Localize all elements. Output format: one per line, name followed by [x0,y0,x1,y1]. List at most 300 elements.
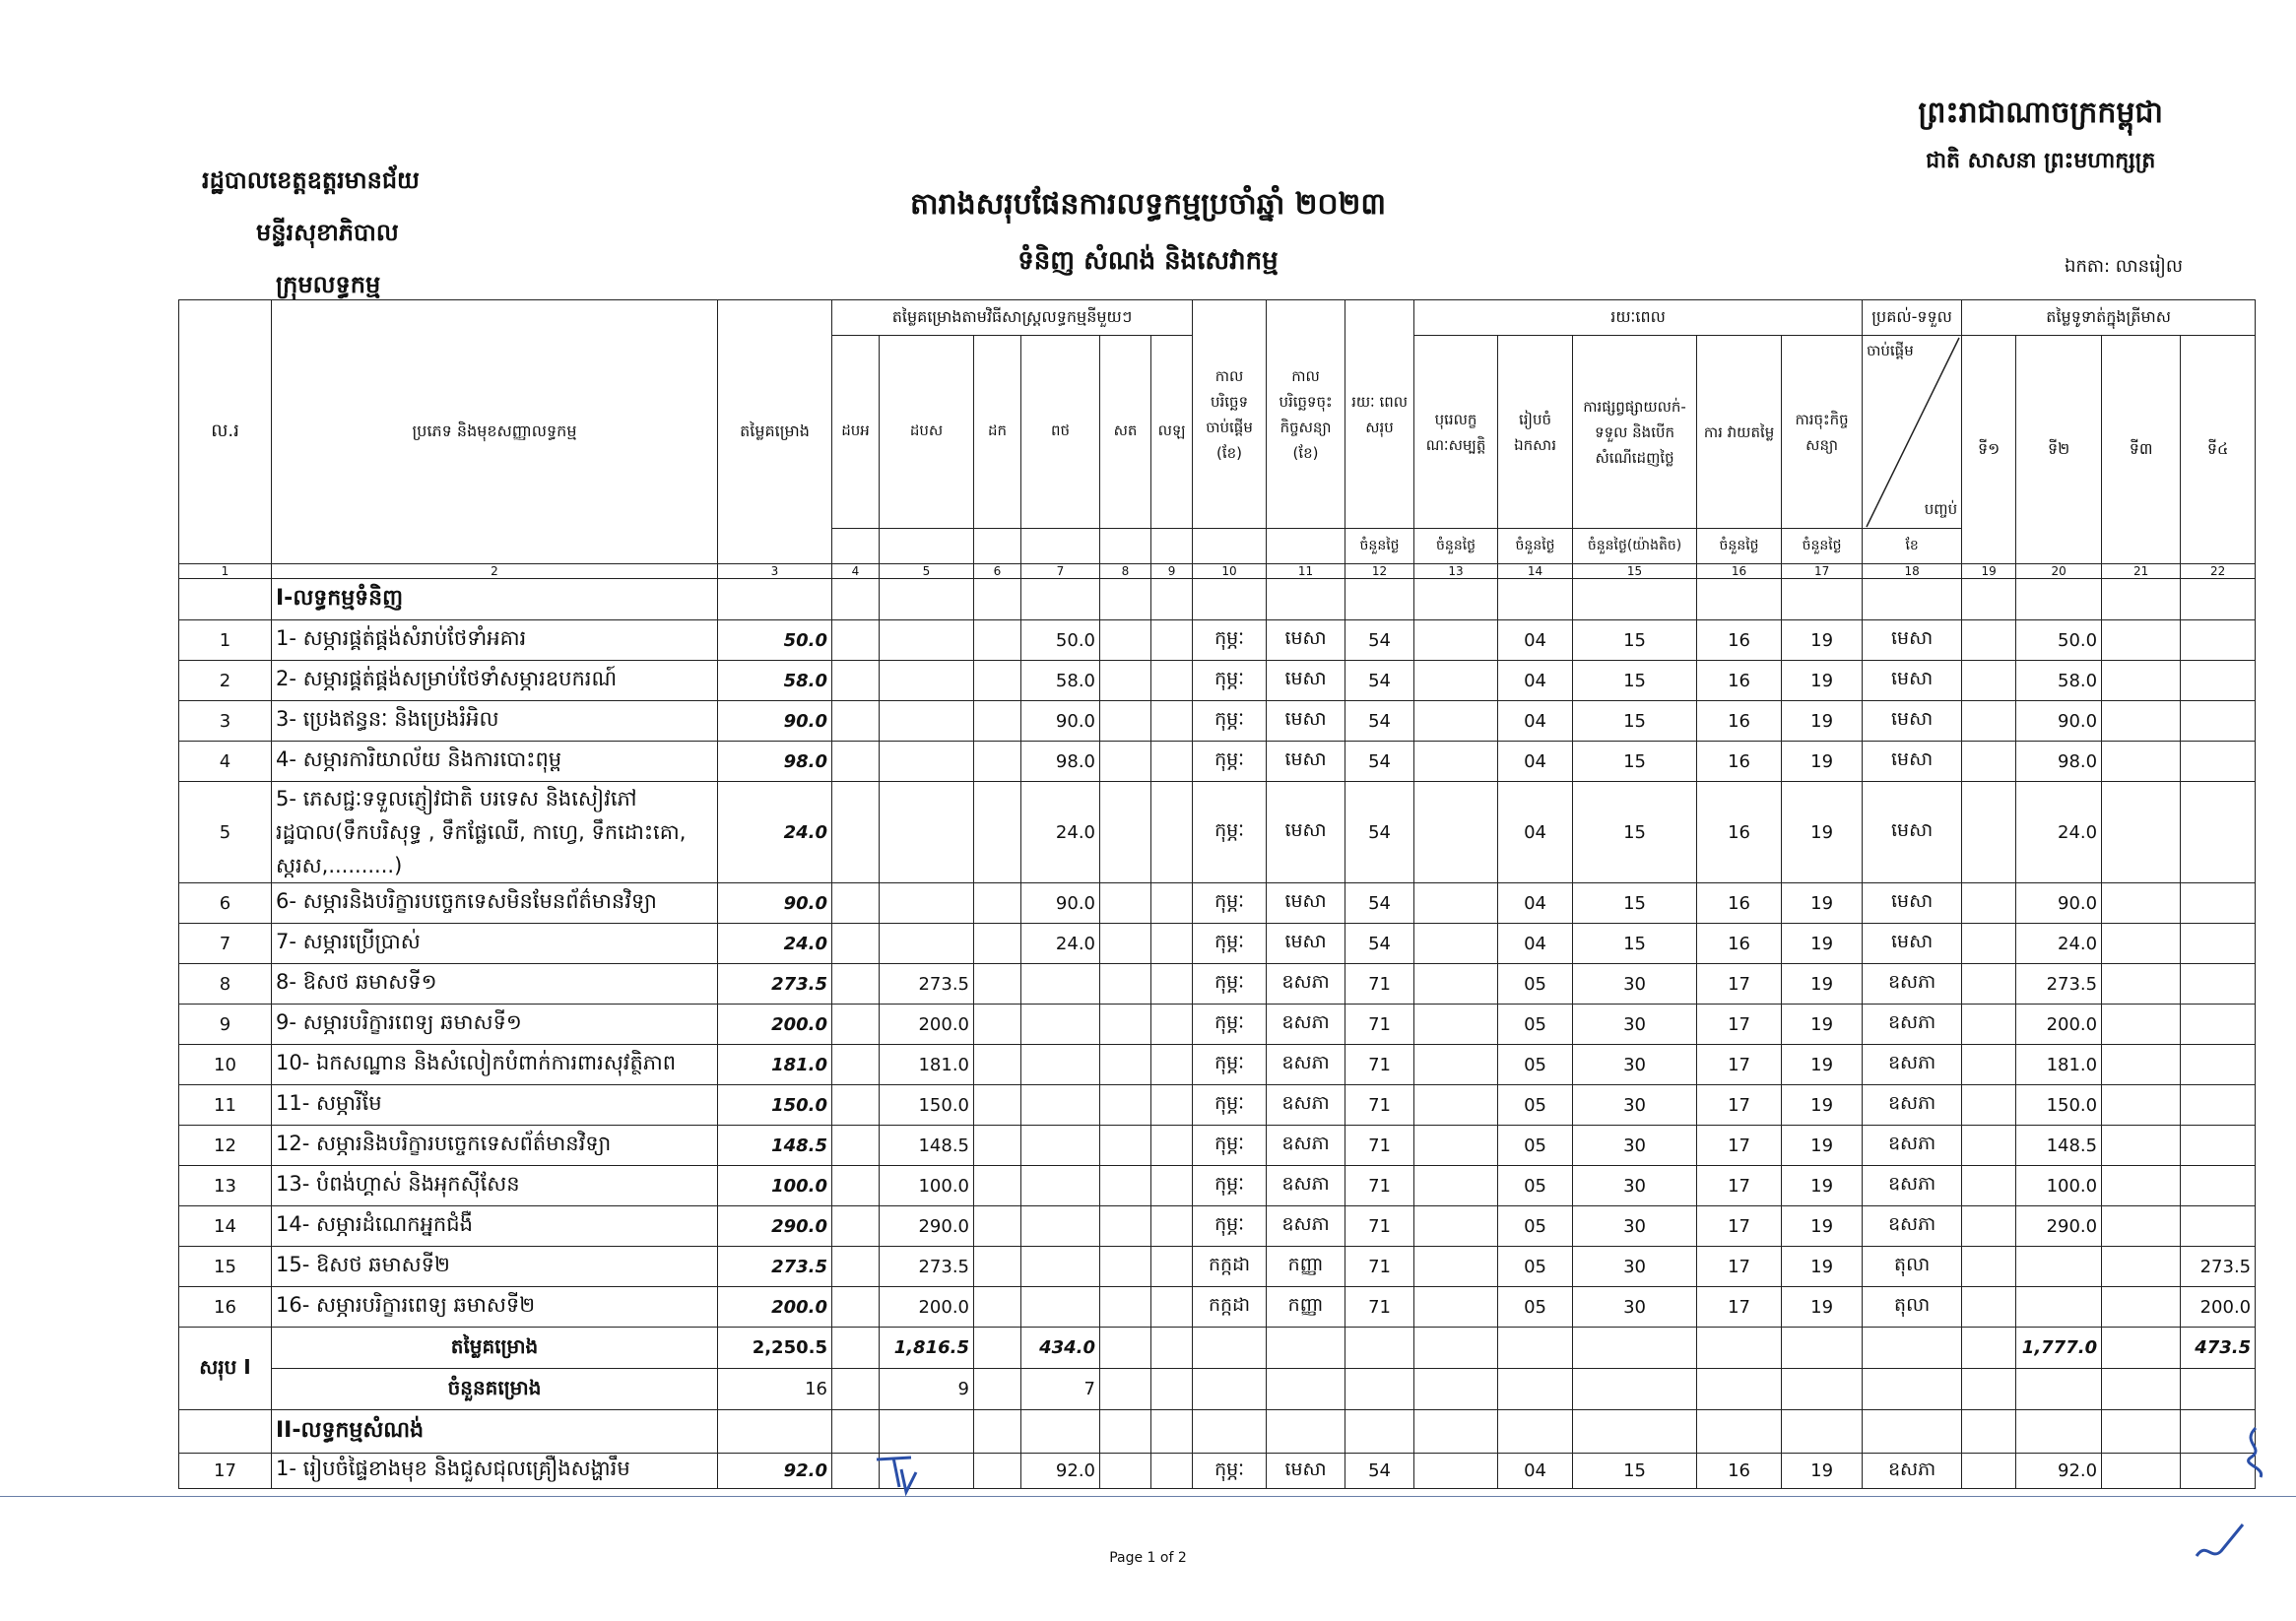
row-start: កុម្ភៈ [1193,1166,1267,1206]
row-estimate: 50.0 [718,620,832,661]
row-q2: 50.0 [2016,620,2102,661]
row-q3 [2102,742,2181,782]
row-q2: 90.0 [2016,701,2102,742]
row-m2 [880,883,974,924]
row-m2 [880,661,974,701]
unit-days: ចំនួនថ្ងៃ [1498,529,1573,564]
column-index: 6 [974,564,1021,579]
column-index: 2 [272,564,718,579]
row-m4 [1021,1126,1100,1166]
row-m6 [1151,964,1193,1005]
row-duration: 71 [1345,1287,1414,1328]
row-q2: 98.0 [2016,742,2102,782]
col-type: ប្រភេទ និងមុខសញ្ញាលទ្ធកម្ម [272,300,718,564]
row-m1 [832,1287,880,1328]
row-delivery: តុលា [1863,1287,1962,1328]
row-duration: 71 [1345,1247,1414,1287]
col-p4: ការ វាយតម្លៃ [1697,336,1782,529]
col-start-date: កាល បរិច្ឆេទ ចាប់ផ្តើម (ខែ) [1193,300,1267,529]
row-p3: 15 [1573,620,1697,661]
row-q1 [1962,1126,2016,1166]
subtotal-q2: 1,777.0 [2016,1328,2102,1369]
row-p3: 30 [1573,1287,1697,1328]
row-q1 [1962,1166,2016,1206]
row-duration: 71 [1345,1126,1414,1166]
row-m3 [974,1206,1021,1247]
column-index: 11 [1267,564,1345,579]
row-q3 [2102,1005,2181,1045]
row-p4: 16 [1697,1454,1782,1489]
row-no: 13 [179,1166,272,1206]
table-row [179,661,2256,701]
row-p3: 30 [1573,1126,1697,1166]
row-start: កក្កដា [1193,1287,1267,1328]
row-start: កុម្ភៈ [1193,620,1267,661]
row-m2: 148.5 [880,1126,974,1166]
col-delivery-diagonal [1863,336,1962,529]
table-row [179,1005,2256,1045]
row-q3 [2102,620,2181,661]
row-no: 16 [179,1287,272,1328]
row-p5: 19 [1782,1126,1863,1166]
row-start: កុម្ភៈ [1193,661,1267,701]
row-m3 [974,1247,1021,1287]
row-m4 [1021,1045,1100,1085]
row-q4 [2181,964,2256,1005]
row-start: កុម្ភៈ [1193,883,1267,924]
row-q4 [2181,1126,2256,1166]
row-no: 9 [179,1005,272,1045]
row-q3 [2102,1085,2181,1126]
row-q4 [2181,701,2256,742]
row-q2: 200.0 [2016,1005,2102,1045]
row-m4: 90.0 [1021,883,1100,924]
row-p5: 19 [1782,1287,1863,1328]
row-p1 [1414,1045,1498,1085]
unit-empty [1267,529,1345,564]
count-m2: 9 [880,1369,974,1410]
row-m6 [1151,1045,1193,1085]
row-m2: 200.0 [880,1287,974,1328]
row-m3 [974,1045,1021,1085]
row-p3: 30 [1573,1005,1697,1045]
row-p2: 04 [1498,782,1573,883]
row-q2: 92.0 [2016,1454,2102,1489]
row-estimate: 181.0 [718,1045,832,1085]
row-m6 [1151,883,1193,924]
row-desc: 4- សម្ភារការិយាល័យ និងការបោះពុម្ព [272,742,718,782]
row-q2 [2016,1287,2102,1328]
row-m4 [1021,1166,1100,1206]
row-m3 [974,1085,1021,1126]
row-estimate: 148.5 [718,1126,832,1166]
row-p2: 05 [1498,1126,1573,1166]
kingdom-motto: ជាតិ សាសនា ព្រះមហាក្សត្រ [1926,149,2156,173]
section-title: I-លទ្ធកម្មទំនិញ [272,579,718,620]
row-desc: 5- ភេសជ្ជៈទទួលភ្ញៀវជាតិ បរទេស និងសៀវភៅរដ្ឋបាល(ទឹកបរិសុទ្ធ , ទឹកផ្លែឈើ, កាហ្វេ, ទឹកដោះគោ, ស្ករស,..........) [272,782,718,883]
document-subtitle: ទំនិញ សំណង់ និងសេវាកម្ម [1017,246,1279,276]
row-m6 [1151,782,1193,883]
row-desc: 6- សម្ភារនិងបរិក្ខារបច្ចេកទេសមិនមែនព័ត៌មានវិទ្យា [272,883,718,924]
row-q4 [2181,1166,2256,1206]
row-sign: ឧសភា [1267,1085,1345,1126]
row-delivery: ឧសភា [1863,1005,1962,1045]
row-no: 5 [179,782,272,883]
column-index: 4 [832,564,880,579]
row-p2: 04 [1498,924,1573,964]
table-row [179,924,2256,964]
row-sign: មេសា [1267,1454,1345,1489]
row-m5 [1100,1005,1151,1045]
unit-empty [1021,529,1100,564]
column-index: 1 [179,564,272,579]
row-m3 [974,701,1021,742]
row-m4 [1021,1247,1100,1287]
row-estimate: 24.0 [718,782,832,883]
subtotal-row [179,1328,2256,1369]
section-no [179,579,272,620]
row-q4 [2181,883,2256,924]
row-m6 [1151,1247,1193,1287]
row-p1 [1414,1085,1498,1126]
row-q1 [1962,620,2016,661]
row-m4 [1021,1005,1100,1045]
row-m6 [1151,742,1193,782]
row-start: កុម្ភៈ [1193,701,1267,742]
column-index: 9 [1151,564,1193,579]
section-title: II-លទ្ធកម្មសំណង់ [272,1410,718,1454]
row-duration: 54 [1345,782,1414,883]
row-duration: 71 [1345,1206,1414,1247]
row-no: 6 [179,883,272,924]
row-estimate: 290.0 [718,1206,832,1247]
row-m6 [1151,1005,1193,1045]
row-desc: 16- សម្ភារបរិក្ខារពេទ្យ ឆមាសទី២ [272,1287,718,1328]
row-desc: 3- ប្រេងឥន្ធនៈ និងប្រេងរំអិល [272,701,718,742]
row-p3: 15 [1573,661,1697,701]
row-m1 [832,1085,880,1126]
row-sign: ឧសភា [1267,1045,1345,1085]
row-start: កុម្ភៈ [1193,924,1267,964]
row-p5: 19 [1782,661,1863,701]
row-p5: 19 [1782,1247,1863,1287]
row-q4: 273.5 [2181,1247,2256,1287]
row-p3: 15 [1573,782,1697,883]
row-duration: 54 [1345,1454,1414,1489]
row-delivery: មេសា [1863,661,1962,701]
row-m3 [974,964,1021,1005]
column-index: 15 [1573,564,1697,579]
row-p2: 05 [1498,1085,1573,1126]
row-estimate: 92.0 [718,1454,832,1489]
row-q1 [1962,701,2016,742]
row-q2 [2016,1247,2102,1287]
row-no: 7 [179,924,272,964]
count-total: 16 [718,1369,832,1410]
row-sign: ឧសភា [1267,1206,1345,1247]
row-m3 [974,1126,1021,1166]
section-row [179,1410,2256,1454]
row-p3: 15 [1573,742,1697,782]
row-delivery: មេសា [1863,924,1962,964]
row-m6 [1151,620,1193,661]
row-m2: 290.0 [880,1206,974,1247]
row-p4: 17 [1697,1085,1782,1126]
row-m3 [974,620,1021,661]
row-q1 [1962,1005,2016,1045]
col-delivery-group: ប្រគល់-ទទួល [1863,300,1962,336]
row-estimate: 200.0 [718,1005,832,1045]
row-m5 [1100,1126,1151,1166]
col-quarter-group: តម្លៃទូទាត់ក្នុងត្រីមាស [1962,300,2256,336]
row-desc: 12- សម្ភារនិងបរិក្ខារបច្ចេកទេសព័ត៌មានវិទ្យា [272,1126,718,1166]
row-m1 [832,1247,880,1287]
document-title-block [0,185,2296,282]
unit-empty [1151,529,1193,564]
row-m4: 90.0 [1021,701,1100,742]
row-q2: 273.5 [2016,964,2102,1005]
row-m1 [832,742,880,782]
row-duration: 54 [1345,620,1414,661]
document-title: តារាងសរុបផែនការលទ្ធកម្មប្រចាំឆ្នាំ ២០២៣ [909,187,1386,222]
row-m4 [1021,1287,1100,1328]
col-period-group: រយៈពេល [1414,300,1863,336]
table-row [179,620,2256,661]
row-start: កក្កដា [1193,1247,1267,1287]
row-estimate: 98.0 [718,742,832,782]
row-sign: មេសា [1267,701,1345,742]
table-row [179,1247,2256,1287]
row-start: កុម្ភៈ [1193,1454,1267,1489]
row-m3 [974,1005,1021,1045]
column-index-row [179,564,2256,579]
row-p1 [1414,883,1498,924]
row-m1 [832,964,880,1005]
row-estimate: 58.0 [718,661,832,701]
column-index: 16 [1697,564,1782,579]
row-q4 [2181,1206,2256,1247]
row-duration: 54 [1345,924,1414,964]
row-m3 [974,1166,1021,1206]
row-q4 [2181,1085,2256,1126]
row-p3: 30 [1573,1085,1697,1126]
row-desc: 14- សម្ភារដំណេកអ្នកជំងឺ [272,1206,718,1247]
row-m1 [832,1166,880,1206]
procurement-table [178,299,2256,1489]
row-q3 [2102,1287,2181,1328]
row-no: 8 [179,964,272,1005]
row-sign: មេសា [1267,883,1345,924]
row-m4: 24.0 [1021,924,1100,964]
row-m6 [1151,1085,1193,1126]
row-desc: 9- សម្ភារបរិក្ខារពេទ្យ ឆមាសទី១ [272,1005,718,1045]
table-row [179,1166,2256,1206]
row-start: កុម្ភៈ [1193,1045,1267,1085]
row-m4 [1021,964,1100,1005]
row-duration: 54 [1345,742,1414,782]
table-row [179,782,2256,883]
unit-office-name: ក្រុមលទ្ធកម្ម [276,271,381,298]
row-desc: 1- សម្ភារផ្គត់ផ្គង់សំរាប់ថែទាំអគារ [272,620,718,661]
count-m4: 7 [1021,1369,1100,1410]
subtotal-m4: 434.0 [1021,1328,1100,1369]
row-p1 [1414,1206,1498,1247]
col-m5: សត [1100,336,1151,529]
row-m1 [832,1005,880,1045]
row-p5: 19 [1782,782,1863,883]
row-q4: 200.0 [2181,1287,2256,1328]
row-duration: 54 [1345,701,1414,742]
row-p4: 16 [1697,661,1782,701]
row-p3: 15 [1573,701,1697,742]
row-p3: 30 [1573,964,1697,1005]
row-p4: 16 [1697,742,1782,782]
row-q4 [2181,782,2256,883]
row-sign: មេសា [1267,620,1345,661]
row-m5 [1100,1287,1151,1328]
table-row [179,883,2256,924]
row-q1 [1962,883,2016,924]
row-estimate: 273.5 [718,964,832,1005]
department-name: មន្ទីរសុខាភិបាល [256,219,399,246]
row-start: កុម្ភៈ [1193,1085,1267,1126]
row-q3 [2102,782,2181,883]
column-index: 12 [1345,564,1414,579]
row-q3 [2102,964,2181,1005]
unit-month: ខែ [1863,529,1962,564]
row-start: កុម្ភៈ [1193,1126,1267,1166]
row-p3: 15 [1573,924,1697,964]
row-q1 [1962,782,2016,883]
row-q4 [2181,661,2256,701]
col-m3: ដក [974,336,1021,529]
row-estimate: 90.0 [718,701,832,742]
row-p5: 19 [1782,1454,1863,1489]
row-m6 [1151,1126,1193,1166]
row-m4: 98.0 [1021,742,1100,782]
row-m5 [1100,620,1151,661]
row-m2 [880,620,974,661]
table-row [179,742,2256,782]
table-row [179,1287,2256,1328]
row-m4 [1021,1206,1100,1247]
row-p2: 04 [1498,620,1573,661]
row-no: 12 [179,1126,272,1166]
row-p2: 04 [1498,883,1573,924]
col-p5: ការចុះកិច្ច សន្យា [1782,336,1863,529]
row-m2: 273.5 [880,964,974,1005]
row-m6 [1151,1287,1193,1328]
row-p1 [1414,1247,1498,1287]
row-q2: 58.0 [2016,661,2102,701]
row-estimate: 150.0 [718,1085,832,1126]
row-delivery: ឧសភា [1863,1166,1962,1206]
row-p2: 04 [1498,701,1573,742]
row-q1 [1962,1206,2016,1247]
column-index: 8 [1100,564,1151,579]
row-delivery: ឧសភា [1863,1206,1962,1247]
row-delivery: ឧសភា [1863,964,1962,1005]
row-p4: 16 [1697,883,1782,924]
row-estimate: 90.0 [718,883,832,924]
row-delivery: មេសា [1863,620,1962,661]
column-index: 18 [1863,564,1962,579]
row-m1 [832,620,880,661]
row-sign: មេសា [1267,924,1345,964]
row-no: 3 [179,701,272,742]
row-p2: 05 [1498,1287,1573,1328]
row-no: 10 [179,1045,272,1085]
row-delivery: មេសា [1863,742,1962,782]
column-index: 17 [1782,564,1863,579]
unit-days-min: ចំនួនថ្ងៃ(យ៉ាងតិច) [1573,529,1697,564]
row-delivery: ឧសភា [1863,1045,1962,1085]
initial-signature [2236,1423,2275,1482]
row-p3: 30 [1573,1247,1697,1287]
row-q1 [1962,1287,2016,1328]
table-row [179,1454,2256,1489]
subtotal-count-label: ចំនួនគម្រោង [272,1369,718,1410]
row-m1 [832,1206,880,1247]
row-q2: 290.0 [2016,1206,2102,1247]
col-delivery-end: បញ្ចប់ [1924,500,1958,518]
col-method-group: តម្លៃគម្រោងតាមវិធីសាស្ត្រលទ្ធកម្មនីមួយៗ [832,300,1193,336]
row-q1 [1962,1085,2016,1126]
row-m3 [974,883,1021,924]
table-row [179,1126,2256,1166]
row-sign: មេសា [1267,661,1345,701]
row-delivery: មេសា [1863,883,1962,924]
row-estimate: 200.0 [718,1287,832,1328]
row-p2: 05 [1498,964,1573,1005]
row-p5: 19 [1782,1005,1863,1045]
row-m5 [1100,1166,1151,1206]
row-q3 [2102,1206,2181,1247]
row-m5 [1100,1085,1151,1126]
column-index: 5 [880,564,974,579]
row-m5 [1100,924,1151,964]
row-p4: 17 [1697,1005,1782,1045]
row-sign: កញ្ញា [1267,1247,1345,1287]
row-duration: 71 [1345,1005,1414,1045]
row-q2: 24.0 [2016,782,2102,883]
row-m2: 150.0 [880,1085,974,1126]
col-q4: ទី៤ [2181,336,2256,564]
row-q3 [2102,1126,2181,1166]
row-m1 [832,1126,880,1166]
row-p4: 17 [1697,1166,1782,1206]
row-m6 [1151,1206,1193,1247]
row-p2: 05 [1498,1045,1573,1085]
row-no: 1 [179,620,272,661]
row-q3 [2102,1247,2181,1287]
row-start: កុម្ភៈ [1193,1005,1267,1045]
col-p3: ការផ្សព្វផ្សាយលក់- ទទួល និងបើក សំណើដេញថ្លៃ [1573,336,1697,529]
unit-empty [832,529,880,564]
row-no: 2 [179,661,272,701]
row-m4: 58.0 [1021,661,1100,701]
row-m2 [880,742,974,782]
row-q2: 148.5 [2016,1126,2102,1166]
row-no: 4 [179,742,272,782]
row-q2: 150.0 [2016,1085,2102,1126]
row-sign: ឧសភា [1267,1005,1345,1045]
row-p4: 16 [1697,782,1782,883]
row-delivery: ឧសភា [1863,1085,1962,1126]
row-m2 [880,924,974,964]
row-m3 [974,924,1021,964]
row-m4: 24.0 [1021,782,1100,883]
